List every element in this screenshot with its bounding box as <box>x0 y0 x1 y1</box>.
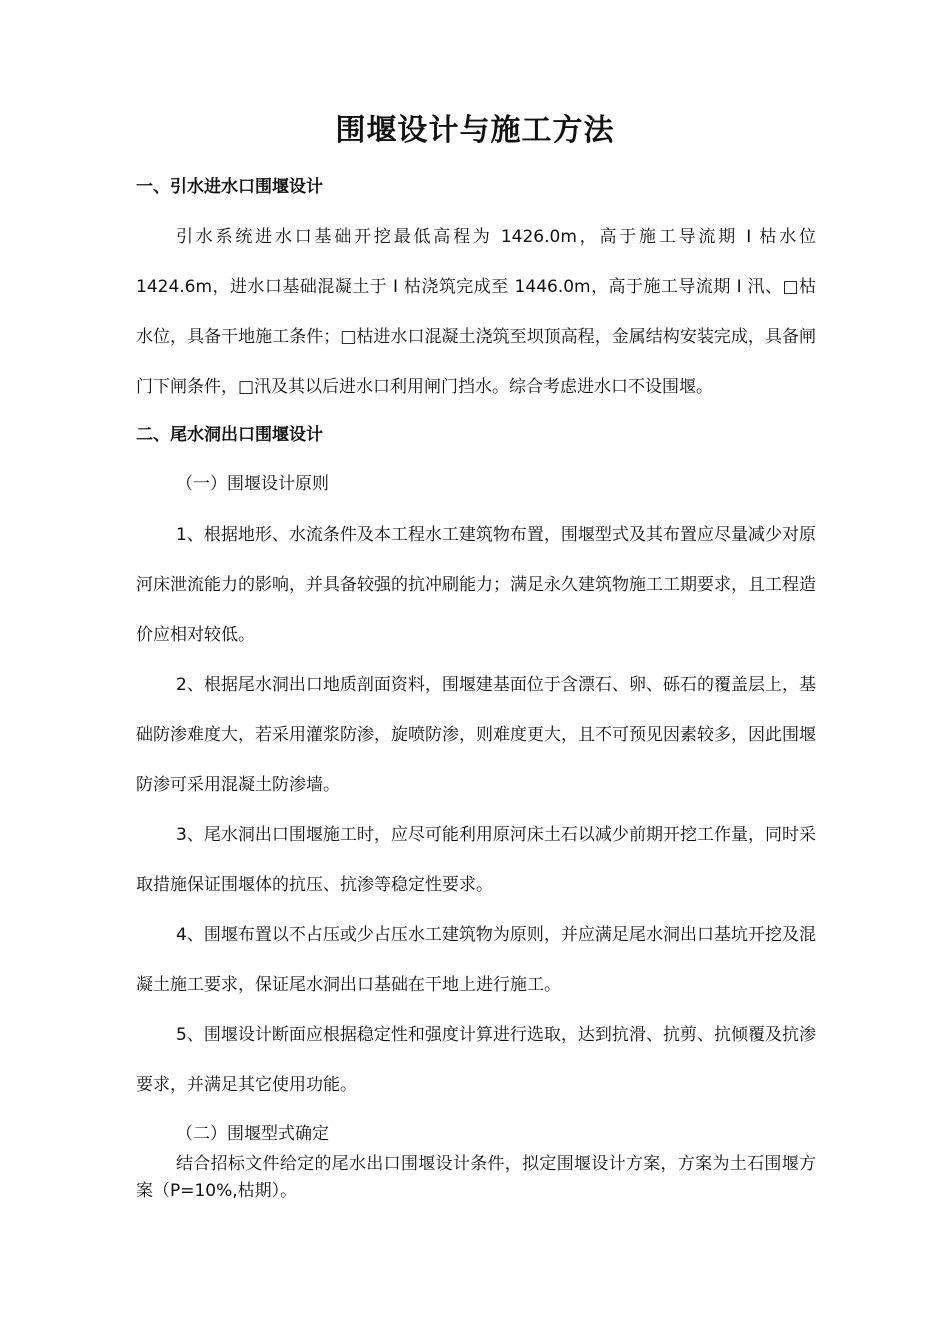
principle-item-1: 1、根据地形、水流条件及本工程水工建筑物布置，围堰型式及其布置应尽量减少对原河床泄流能力的影响，并具备较强的抗冲刷能力；满足永久建筑物施工工期要求，且工程造价应相对较低。 <box>136 525 816 645</box>
subsection-design-principles: （一）围堰设计原则 <box>176 474 329 494</box>
section-1-paragraph: 引水系统进水口基础开挖最低高程为 1426.0m，高于施工导流期 I 枯水位 1424.6m，进水口基础混凝土于 I 枯浇筑完成至 1446.0m，高于施工导流期 I 汛、□枯水位，具备干地施工条件；□枯进水口混凝土浇筑至坝顶高程，金属结构安装完成，具备闸门下闸条件，□汛及其以后进水口利用闸门挡水。综合考虑进水口不设围堰。 <box>136 227 816 397</box>
cofferdam-type-paragraph: 结合招标文件给定的尾水出口围堰设计条件，拟定围堰设计方案，方案为土石围堰方案（P=10%,枯期）。 <box>136 1154 816 1201</box>
principle-item-5: 5、围堰设计断面应根据稳定性和强度计算进行选取，达到抗滑、抗剪、抗倾覆及抗渗要求，并满足其它使用功能。 <box>136 1025 816 1095</box>
principle-item-2: 2、根据尾水洞出口地质剖面资料，围堰建基面位于含漂石、卵、砾石的覆盖层上，基础防渗难度大，若采用灌浆防渗，旋喷防渗，则难度更大，且不可预见因素较多，因此围堰防渗可采用混凝土防渗墙。 <box>136 675 816 795</box>
section-2-heading: 二、尾水洞出口围堰设计 <box>136 425 323 445</box>
section-1-heading: 一、引水进水口围堰设计 <box>136 177 323 197</box>
subsection-cofferdam-type: （二）围堰型式确定 <box>176 1124 329 1144</box>
principle-item-4: 4、围堰布置以不占压或少占压水工建筑物为原则，并应满足尾水洞出口基坑开挖及混凝土施工要求，保证尾水洞出口基础在干地上进行施工。 <box>136 925 816 995</box>
document-title: 围堰设计与施工方法 <box>335 113 615 148</box>
principle-item-3: 3、尾水洞出口围堰施工时，应尽可能利用原河床土石以减少前期开挖工作量，同时采取措施保证围堰体的抗压、抗渗等稳定性要求。 <box>136 825 816 895</box>
